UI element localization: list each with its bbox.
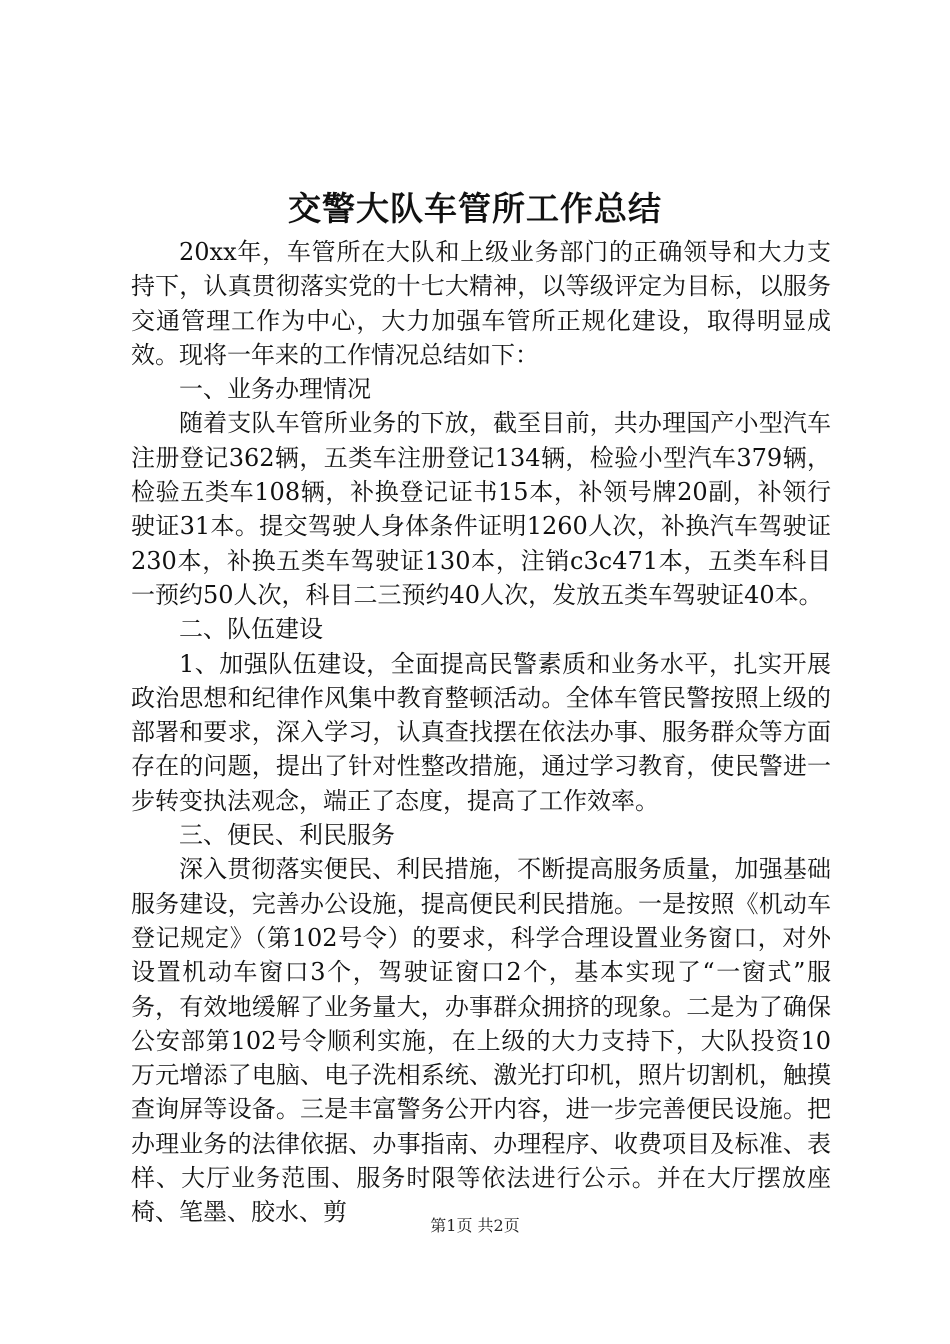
document-title: 交警大队车管所工作总结 — [288, 189, 662, 228]
section-heading-business: 一、业务办理情况 — [179, 375, 371, 404]
service-paragraph: 深入贯彻落实便民、利民措施，不断提高服务质量，加强基础服务建设，完善办公设施，提高便民利民措施。一是按照《机动车登记规定》（第102号令）的要求，科学合理设置业务窗口，对外设置机动车窗口3个，驾驶证窗口2个，基本实现了“一窗式”服务，有效地缓解了业务量大，办事群众拥挤的现象。二是为了确保公安部第102号令顺利实施，在上级的大力支持下，大队投资10万元增添了电脑、电子洗相系统、激光打印机，照片切割机，触摸查询屏等设备。三是丰富警务公开内容，进一步完善便民设施。把办理业务的法律依据、办事指南、办理程序、收费项目及标准、表样、大厅业务范围、服务时限等依法进行公示。并在大厅摆放座椅、笔墨、胶水、剪 — [131, 855, 831, 1227]
section-heading-service: 三、便民、利民服务 — [179, 821, 395, 850]
page-footer: 第1页 共2页 — [430, 1216, 520, 1235]
section-heading-team: 二、队伍建设 — [179, 615, 323, 644]
business-paragraph: 随着支队车管所业务的下放，截至目前，共办理国产小型汽车注册登记362辆，五类车注册登记134辆，检验小型汽车379辆，检验五类车108辆，补换登记证书15本，补领号牌20副，补领行驶证31本。提交驾驶人身体条件证明1260人次，补换汽车驾驶证230本，补换五类车驾驶证130本，注销c3c471本，五类车科目一预约50人次，科目二三预约40人次，发放五类车驾驶证40本。 — [131, 409, 831, 609]
document-body — [131, 235, 831, 1230]
team-paragraph: 1、加强队伍建设，全面提高民警素质和业务水平，扎实开展政治思想和纪律作风集中教育整顿活动。全体车管民警按照上级的部署和要求，深入学习，认真查找摆在依法办事、服务群众等方面存在的问题，提出了针对性整改措施，通过学习教育，使民警进一步转变执法观念，端正了态度，提高了工作效率。 — [131, 649, 831, 815]
intro-paragraph: 20xx年，车管所在大队和上级业务部门的正确领导和大力支持下，认真贯彻落实党的十七大精神，以等级评定为目标，以服务交通管理工作为中心，大力加强车管所正规化建设，取得明显成效。现将一年来的工作情况总结如下： — [131, 238, 831, 369]
